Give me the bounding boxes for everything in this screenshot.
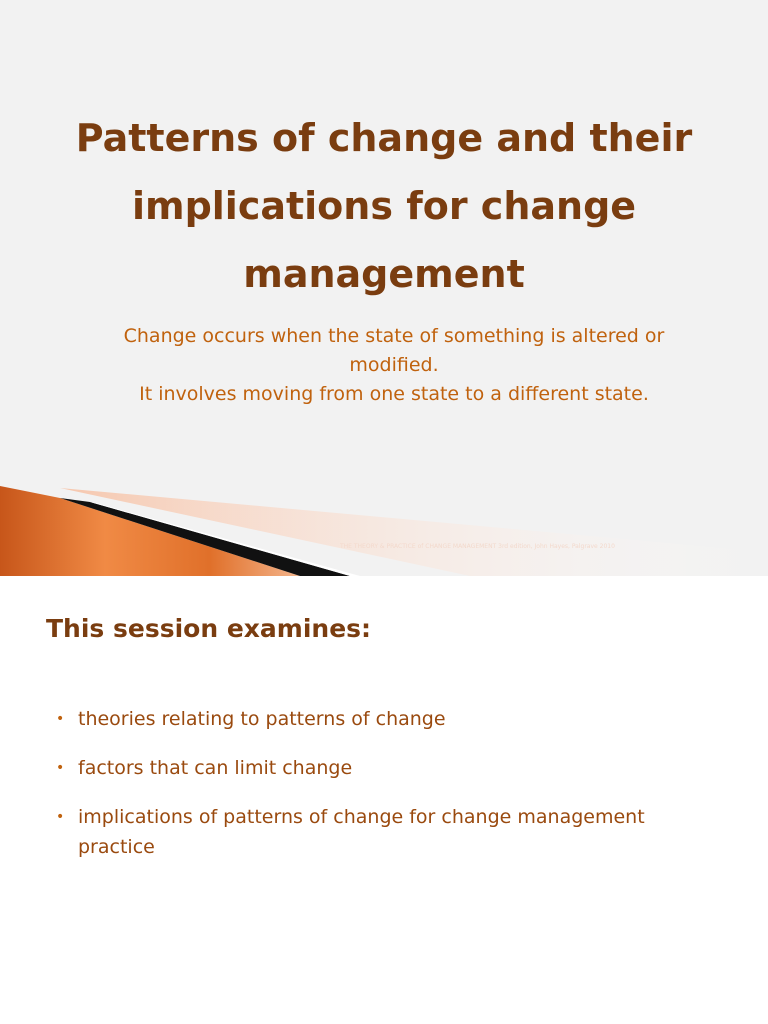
title-line: Patterns of change and their [75,116,693,160]
slide-footer-note: THE THEORY & PRACTICE of CHANGE MANAGEMENT 3rd edition, John Hayes, Palgrave 2010 [340,543,615,550]
subtitle-line: modified. [349,354,439,376]
bullet-icon: • [56,711,65,727]
slide-heading: This session examines: [46,614,372,643]
bullet-text: implications of patterns of change for change management practice [78,806,645,858]
bullet-icon: • [56,809,65,825]
title-line: management [243,252,525,296]
bullet-icon: • [56,760,65,776]
decorative-swoosh [0,470,768,576]
list-item [56,753,716,783]
list-item [56,704,716,734]
slide-session-overview [0,576,768,1024]
list-item [56,802,716,862]
subtitle-line: Change occurs when the state of something is altered or [123,325,665,347]
title-line: implications for change [131,184,637,228]
bullet-text: theories relating to patterns of change [78,708,446,730]
bullet-text: factors that can limit change [78,757,353,779]
slide-subtitle [60,322,728,409]
bullet-list [56,704,716,881]
subtitle-line: It involves moving from one state to a different state. [139,383,649,405]
slide-title-heading [40,104,728,308]
